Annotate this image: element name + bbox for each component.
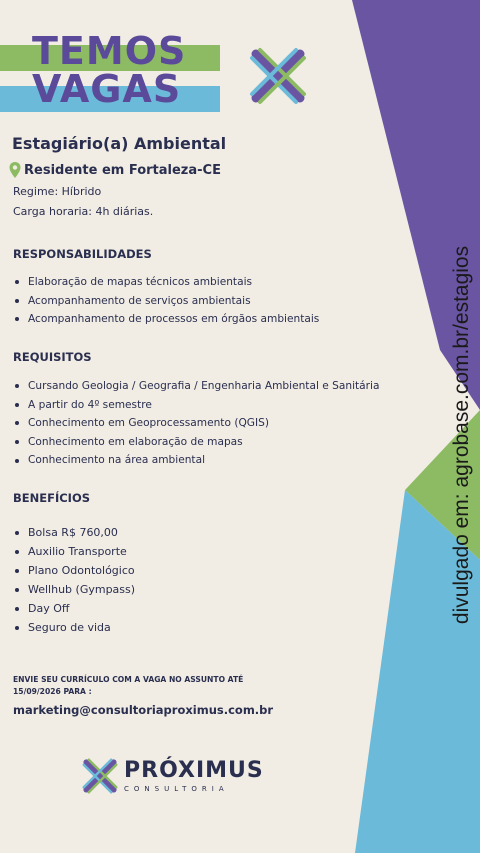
list-item-text: Cursando Geologia / Geografia / Engenharia Ambiental e Sanitária [28,380,380,392]
benefits-title: BENEFÍCIOS [13,491,91,505]
regime-text: Regime: Híbrido [13,185,102,198]
brand-logo [80,756,264,796]
benefits-list [15,523,135,637]
list-item [15,523,135,542]
watermark: divulgado em: agrobase.com.br/estagios [450,245,473,625]
apply-note-line-1: ENVIE SEU CURRÍCULO COM A VAGA NO ASSUNTO ATÉ [13,675,244,684]
location-pin-icon [8,161,22,179]
list-item [15,292,319,311]
x-logo-icon [246,44,310,108]
bullet-dot-icon [15,459,19,463]
bullet-dot-icon [15,588,19,592]
list-item [15,414,379,433]
list-item [15,377,379,396]
brand-subtitle: CONSULTORIA [124,785,229,793]
responsibilities-title: RESPONSABILIDADES [13,247,152,261]
list-item-text: Acompanhamento de serviços ambientais [28,294,251,307]
bullet-dot-icon [15,607,19,611]
list-item [15,433,379,452]
list-item-text: Plano Odontológico [28,564,135,577]
list-item-text: Auxilio Transporte [28,545,127,558]
apply-note [13,674,273,698]
bullet-dot-icon [15,403,19,407]
list-item-text: Elaboração de mapas técnicos ambientais [28,276,253,288]
list-item-text: Seguro de vida [28,621,111,634]
headline-line-2: VAGAS [32,67,182,111]
list-item [15,542,135,561]
bullet-dot-icon [15,317,19,321]
bullet-dot-icon [15,440,19,444]
requirements-list [15,377,379,470]
bullet-dot-icon [15,299,19,303]
list-item [15,599,135,618]
location [8,161,221,179]
list-item [15,310,319,329]
brand-name: PRÓXIMUS [124,758,264,783]
list-item-text: Bolsa R$ 760,00 [28,526,118,539]
list-item [15,451,379,470]
bullet-dot-icon [15,280,19,284]
headline-line-1: TEMOS [32,29,187,73]
list-item-text: Conhecimento na área ambiental [28,454,206,467]
list-item-text: Day Off [28,602,70,615]
list-item [15,273,319,292]
requirements-title: REQUISITOS [13,350,92,364]
contact-email[interactable]: marketing@consultoriaproximus.com.br [13,703,274,717]
list-item [15,396,379,415]
bullet-dot-icon [15,384,19,388]
job-title: Estagiário(a) Ambiental [12,134,227,153]
list-item-text: A partir do 4º semestre [28,398,152,411]
bullet-dot-icon [15,421,19,425]
bullet-dot-icon [15,626,19,630]
list-item-text: Conhecimento em elaboração de mapas [28,435,243,448]
headline [32,29,187,111]
list-item-text: Acompanhamento de processos em órgãos ambientais [28,313,320,326]
list-item [15,618,135,637]
list-item-text: Conhecimento em Geoprocessamento (QGIS) [28,417,269,430]
list-item [15,561,135,580]
bullet-dot-icon [15,550,19,554]
hours-text: Carga horaria: 4h diárias. [13,205,154,218]
responsibilities-list [15,273,319,329]
brand-text [124,759,264,793]
bullet-dot-icon [15,531,19,535]
x-logo-icon [80,756,120,796]
apply-note-line-2: 15/09/2026 PARA : [13,687,92,696]
bullet-dot-icon [15,569,19,573]
list-item [15,580,135,599]
location-text: Residente em Fortaleza-CE [24,162,221,178]
list-item-text: Wellhub (Gympass) [28,583,136,596]
